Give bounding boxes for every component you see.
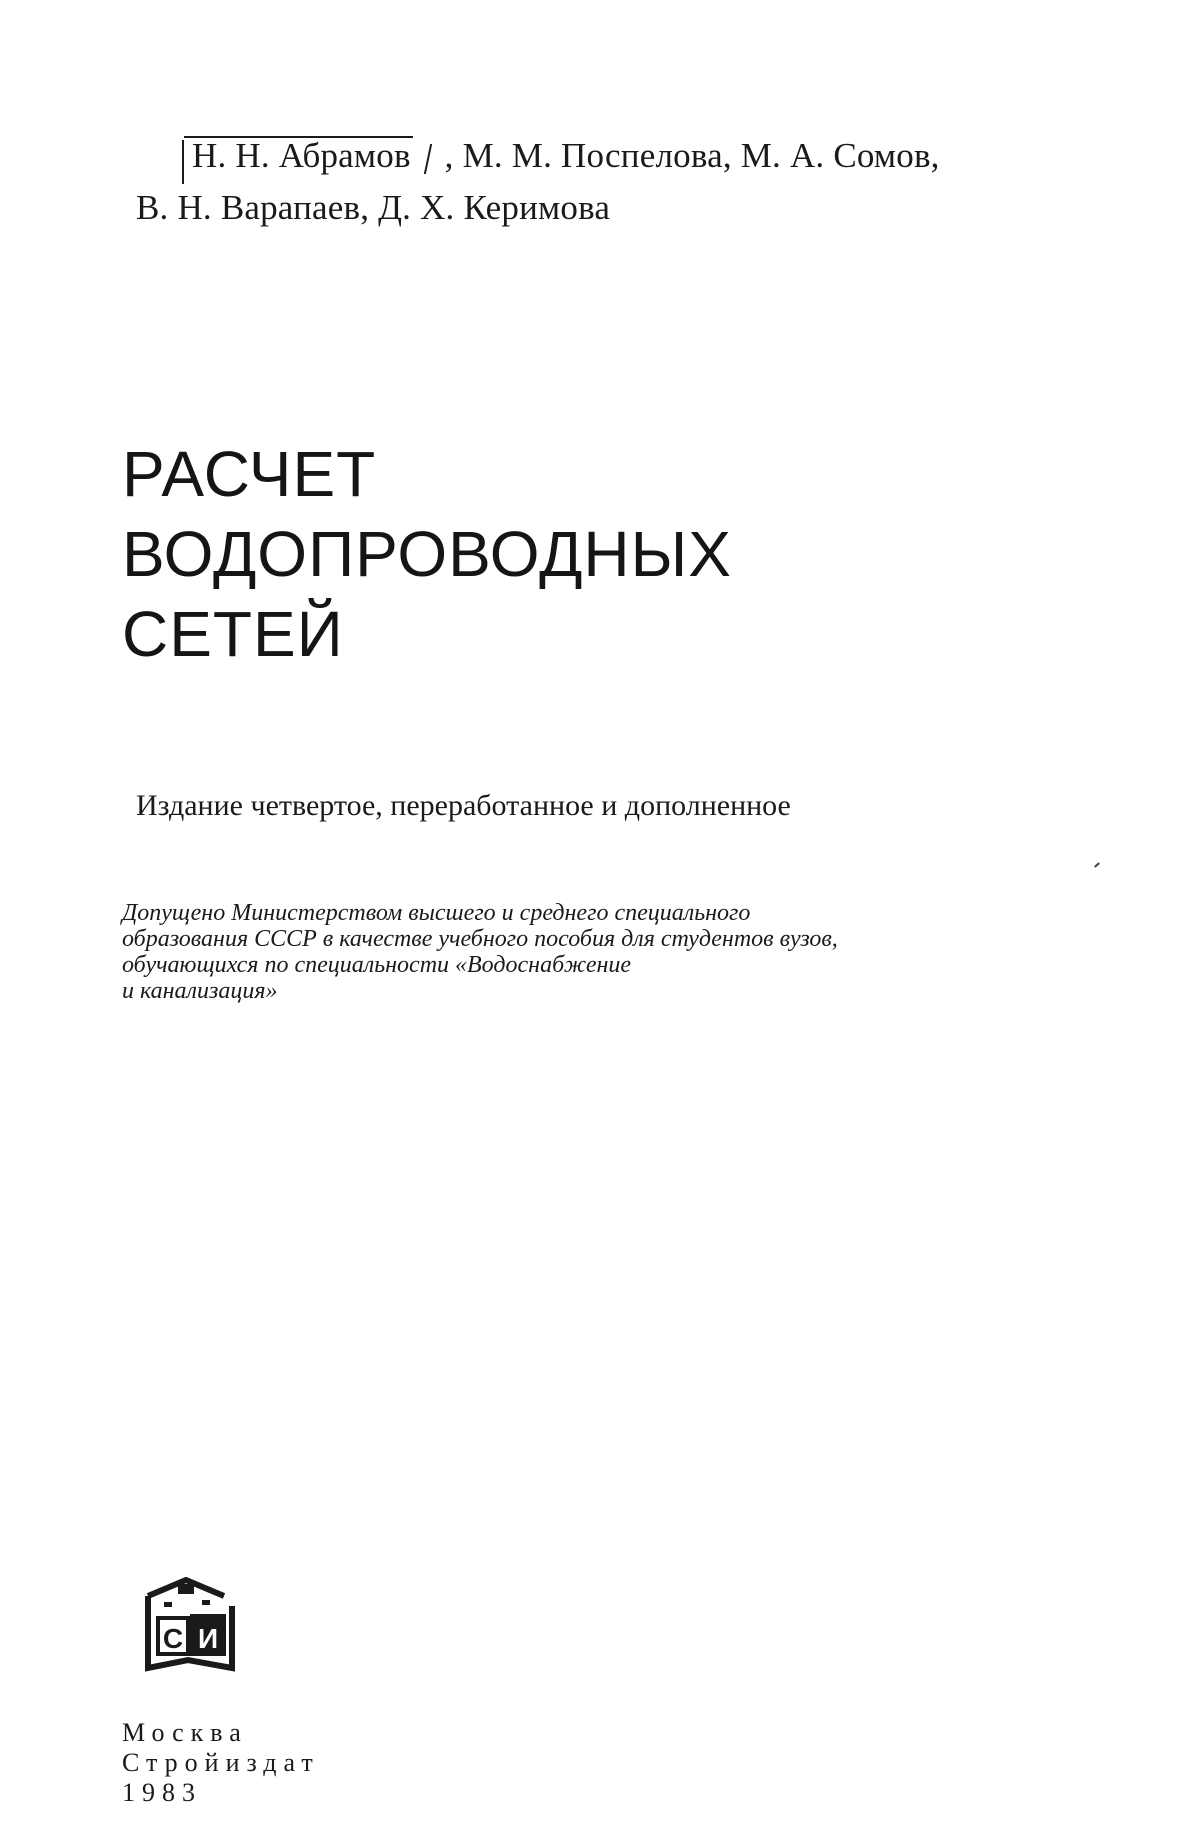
approval-line-1: Допущено Министерством высшего и среднего специального	[122, 900, 751, 926]
book-title-line-2: ВОДОПРОВОДНЫХ	[122, 518, 732, 590]
edition-note: Издание четвертое, переработанное и дополненное	[136, 789, 791, 822]
book-title	[122, 434, 732, 674]
deceased-author-frame	[188, 130, 417, 182]
imprint-city: Москва	[122, 1718, 248, 1747]
authors-line-2: В. Н. Варапаев, Д. Х. Керимова	[136, 188, 611, 227]
authors-line-1	[136, 130, 1036, 182]
approval-statement	[122, 900, 1042, 1004]
svg-text:И: И	[197, 1623, 219, 1654]
imprint-publisher: Стройиздат	[122, 1748, 320, 1777]
imprint-year: 1983	[122, 1778, 202, 1807]
approval-line-2: образования СССР в качестве учебного пособия для студентов вузов,	[122, 926, 838, 952]
book-title-line-1: РАСЧЕТ	[122, 438, 377, 510]
authors-line-1-rest: , М. М. Поспелова, М. А. Сомов,	[444, 136, 940, 175]
svg-text:С: С	[162, 1623, 184, 1654]
book-title-line-3: СЕТЕЙ	[122, 598, 344, 670]
authors-block	[136, 130, 1036, 234]
boxed-author-name: Н. Н. Абрамов	[192, 136, 411, 175]
approval-line-3: обучающихся по специальности «Водоснабжение	[122, 952, 632, 978]
stroyizdat-logo-icon	[144, 1576, 238, 1674]
imprint-block	[122, 1718, 320, 1808]
approval-line-4: и канализация»	[122, 978, 278, 1004]
scan-speck	[1094, 862, 1100, 867]
